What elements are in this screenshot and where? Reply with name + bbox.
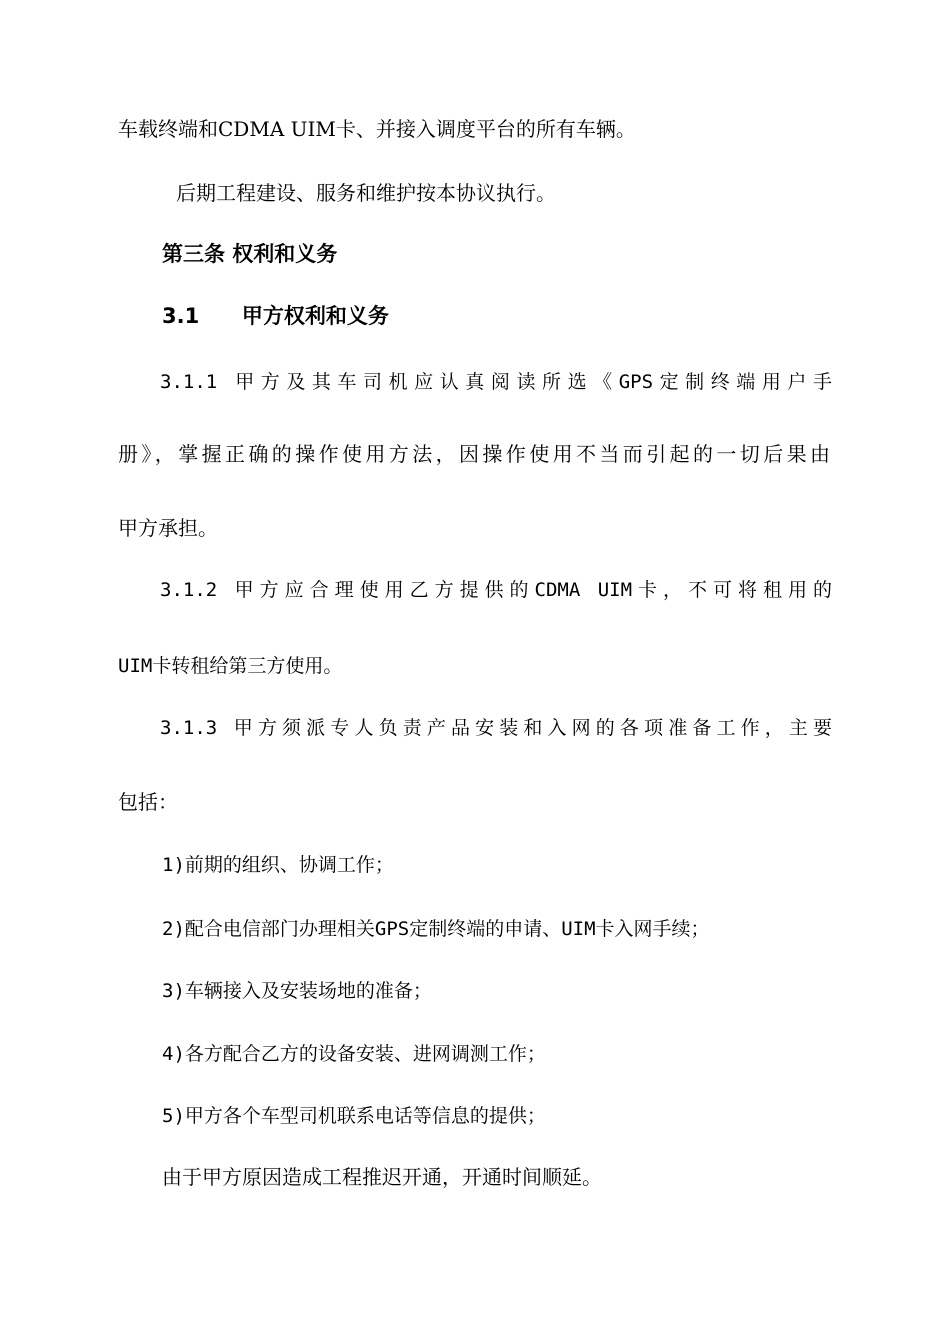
subsection-title: 甲方权利和义务 <box>241 304 389 328</box>
list-item: 2)配合电信部门办理相关GPS定制终端的申请、UIM卡入网手续； <box>162 918 710 940</box>
clause-line: UIM卡转租给第三方使用。 <box>118 655 343 677</box>
paragraph-line: 由于甲方原因造成工程推迟开通，开通时间顺延。 <box>162 1165 602 1189</box>
list-item: 3)车辆接入及安装场地的准备； <box>162 980 432 1002</box>
clause-line: 甲方承担。 <box>118 516 218 540</box>
list-item: 4)各方配合乙方的设备安装、进网调测工作； <box>162 1043 546 1065</box>
subsection-number: 3.1 <box>162 304 200 328</box>
paragraph-line: 后期工程建设、服务和维护按本协议执行。 <box>176 181 556 205</box>
clause-line: 包括： <box>118 790 178 814</box>
clause-line: 3.1.1 甲方及其车司机应认真阅读所选《GPS定制终端用户手 <box>160 371 832 393</box>
clause-line: 册》，掌握正确的操作使用方法，因操作使用不当而引起的一切后果由 <box>118 442 830 466</box>
list-item: 5)甲方各个车型司机联系电话等信息的提供； <box>162 1105 546 1127</box>
section-heading: 第三条 权利和义务 <box>162 242 338 266</box>
paragraph-line: 车载终端和CDMA UIM卡、并接入调度平台的所有车辆。 <box>118 117 636 141</box>
clause-line: 3.1.2 甲方应合理使用乙方提供的CDMA UIM卡，不可将租用的 <box>160 579 832 601</box>
clause-line: 3.1.3 甲方须派专人负责产品安装和入网的各项准备工作，主要 <box>160 717 832 739</box>
list-item: 1)前期的组织、协调工作； <box>162 854 394 876</box>
subsection-heading <box>162 302 389 330</box>
